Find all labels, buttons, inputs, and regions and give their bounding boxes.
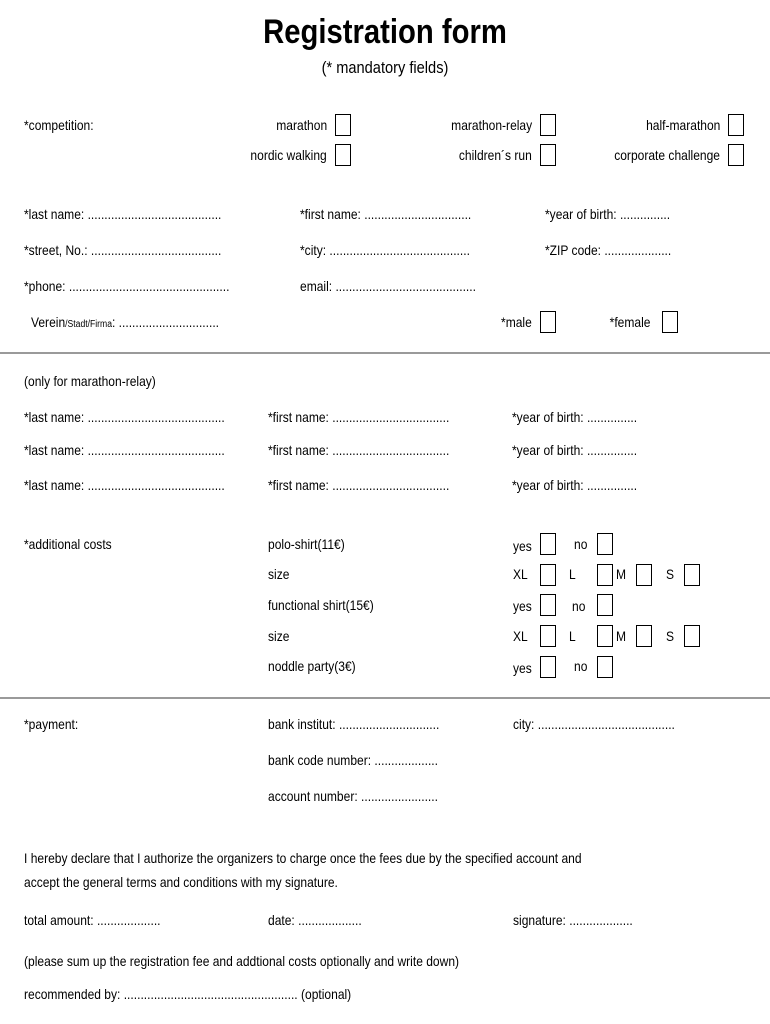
bank-institut-field[interactable]: bank institut: .............................. [268, 716, 440, 732]
polo-size-l-label: L [569, 566, 576, 582]
option-nordic-walking-label: nordic walking [250, 147, 327, 163]
first-name-field[interactable]: *first name: ................................ [300, 206, 472, 222]
relay-first-name-1[interactable]: *first name: ................................... [268, 409, 450, 425]
zip-field[interactable]: *ZIP code: .................... [545, 242, 672, 258]
polo-size-m-label: M [616, 566, 627, 582]
relay-last-name-3[interactable]: *last name: ......................................... [24, 477, 225, 493]
polo-yes-label: yes [513, 538, 532, 554]
additional-costs-label: *additional costs [24, 536, 112, 552]
street-field[interactable]: *street, No.: ....................................... [24, 242, 222, 258]
recommended-by-field[interactable]: recommended by: .................................................... (optional) [24, 986, 352, 1002]
declaration-line-1: I hereby declare that I authorize the organizers to charge once the fees due by the specified account and [24, 850, 582, 866]
phone-field[interactable]: *phone: ................................................ [24, 278, 230, 294]
relay-first-name-3[interactable]: *first name: ................................... [268, 477, 450, 493]
polo-size-m-checkbox[interactable] [636, 564, 652, 586]
option-marathon-label: marathon [276, 117, 327, 133]
functional-size-l-label: L [569, 628, 576, 644]
functional-yes-checkbox[interactable] [540, 594, 556, 616]
polo-size-label: size [268, 566, 290, 582]
option-childrens-run-label: children´s run [459, 147, 532, 163]
relay-year-of-birth-2[interactable]: *year of birth: ............... [512, 442, 638, 458]
option-marathon-relay-label: marathon-relay [451, 117, 532, 133]
relay-year-of-birth-3[interactable]: *year of birth: ............... [512, 477, 638, 493]
option-corporate-challenge-label: corporate challenge [614, 147, 720, 163]
functional-size-s-checkbox[interactable] [684, 625, 700, 647]
club-dots: : .............................. [111, 314, 220, 330]
option-half-marathon-label: half-marathon [645, 117, 720, 133]
functional-yes-label: yes [513, 598, 532, 614]
bank-city-field[interactable]: city: ......................................... [513, 716, 675, 732]
section-divider [0, 352, 770, 354]
polo-yes-checkbox[interactable] [540, 533, 556, 555]
childrens-run-checkbox[interactable] [540, 144, 556, 166]
party-no-checkbox[interactable] [597, 656, 613, 678]
form-title: Registration form [263, 13, 507, 51]
female-label: *female [609, 314, 650, 330]
half-marathon-checkbox[interactable] [728, 114, 744, 136]
year-of-birth-field[interactable]: *year of birth: ............... [545, 206, 671, 222]
female-checkbox[interactable] [662, 311, 678, 333]
functional-size-xl-label: XL [513, 628, 528, 644]
declaration-line-2: accept the general terms and conditions with my signature. [24, 874, 338, 890]
functional-size-s-label: S [666, 628, 675, 644]
polo-shirt-label: polo-shirt(11€) [268, 536, 345, 552]
total-amount-field[interactable]: total amount: ................... [24, 912, 161, 928]
party-yes-label: yes [513, 660, 532, 676]
functional-no-checkbox[interactable] [597, 594, 613, 616]
last-name-field[interactable]: *last name: ........................................ [24, 206, 222, 222]
marathon-checkbox[interactable] [335, 114, 351, 136]
functional-no-label: no [572, 598, 586, 614]
polo-size-xl-label: XL [513, 566, 528, 582]
functional-size-l-checkbox[interactable] [597, 625, 613, 647]
club-prefix: Verein [31, 314, 66, 330]
polo-size-s-label: S [666, 566, 675, 582]
relay-heading: (only for marathon-relay) [24, 373, 156, 389]
fee-note: (please sum up the registration fee and addtional costs optionally and write down) [24, 953, 460, 969]
polo-size-xl-checkbox[interactable] [540, 564, 556, 586]
male-checkbox[interactable] [540, 311, 556, 333]
functional-size-m-checkbox[interactable] [636, 625, 652, 647]
signature-field[interactable]: signature: ................... [513, 912, 633, 928]
functional-shirt-label: functional shirt(15€) [268, 597, 374, 613]
functional-size-m-label: M [616, 628, 627, 644]
functional-size-label: size [268, 628, 290, 644]
club-small-label: /Stadt/Firma [65, 319, 112, 330]
nordic-walking-checkbox[interactable] [335, 144, 351, 166]
relay-last-name-1[interactable]: *last name: ......................................... [24, 409, 225, 425]
male-label: *male [501, 314, 532, 330]
party-no-label: no [574, 658, 588, 674]
polo-no-label: no [574, 536, 588, 552]
corporate-challenge-checkbox[interactable] [728, 144, 744, 166]
bank-code-field[interactable]: bank code number: ................... [268, 752, 438, 768]
polo-size-l-checkbox[interactable] [597, 564, 613, 586]
account-number-field[interactable]: account number: ....................... [268, 788, 438, 804]
functional-size-xl-checkbox[interactable] [540, 625, 556, 647]
relay-year-of-birth-1[interactable]: *year of birth: ............... [512, 409, 638, 425]
form-subtitle: (* mandatory fields) [321, 58, 449, 77]
competition-label: *competition: [24, 117, 94, 133]
payment-label: *payment: [24, 716, 79, 732]
noddle-party-label: noddle party(3€) [268, 658, 356, 674]
party-yes-checkbox[interactable] [540, 656, 556, 678]
city-field[interactable]: *city: .......................................... [300, 242, 470, 258]
polo-no-checkbox[interactable] [597, 533, 613, 555]
relay-first-name-2[interactable]: *first name: ................................... [268, 442, 450, 458]
polo-size-s-checkbox[interactable] [684, 564, 700, 586]
date-field[interactable]: date: ................... [268, 912, 362, 928]
section-divider [0, 697, 770, 699]
email-field[interactable]: email: .......................................... [300, 278, 476, 294]
club-field[interactable] [31, 314, 219, 333]
relay-last-name-2[interactable]: *last name: ......................................... [24, 442, 225, 458]
marathon-relay-checkbox[interactable] [540, 114, 556, 136]
